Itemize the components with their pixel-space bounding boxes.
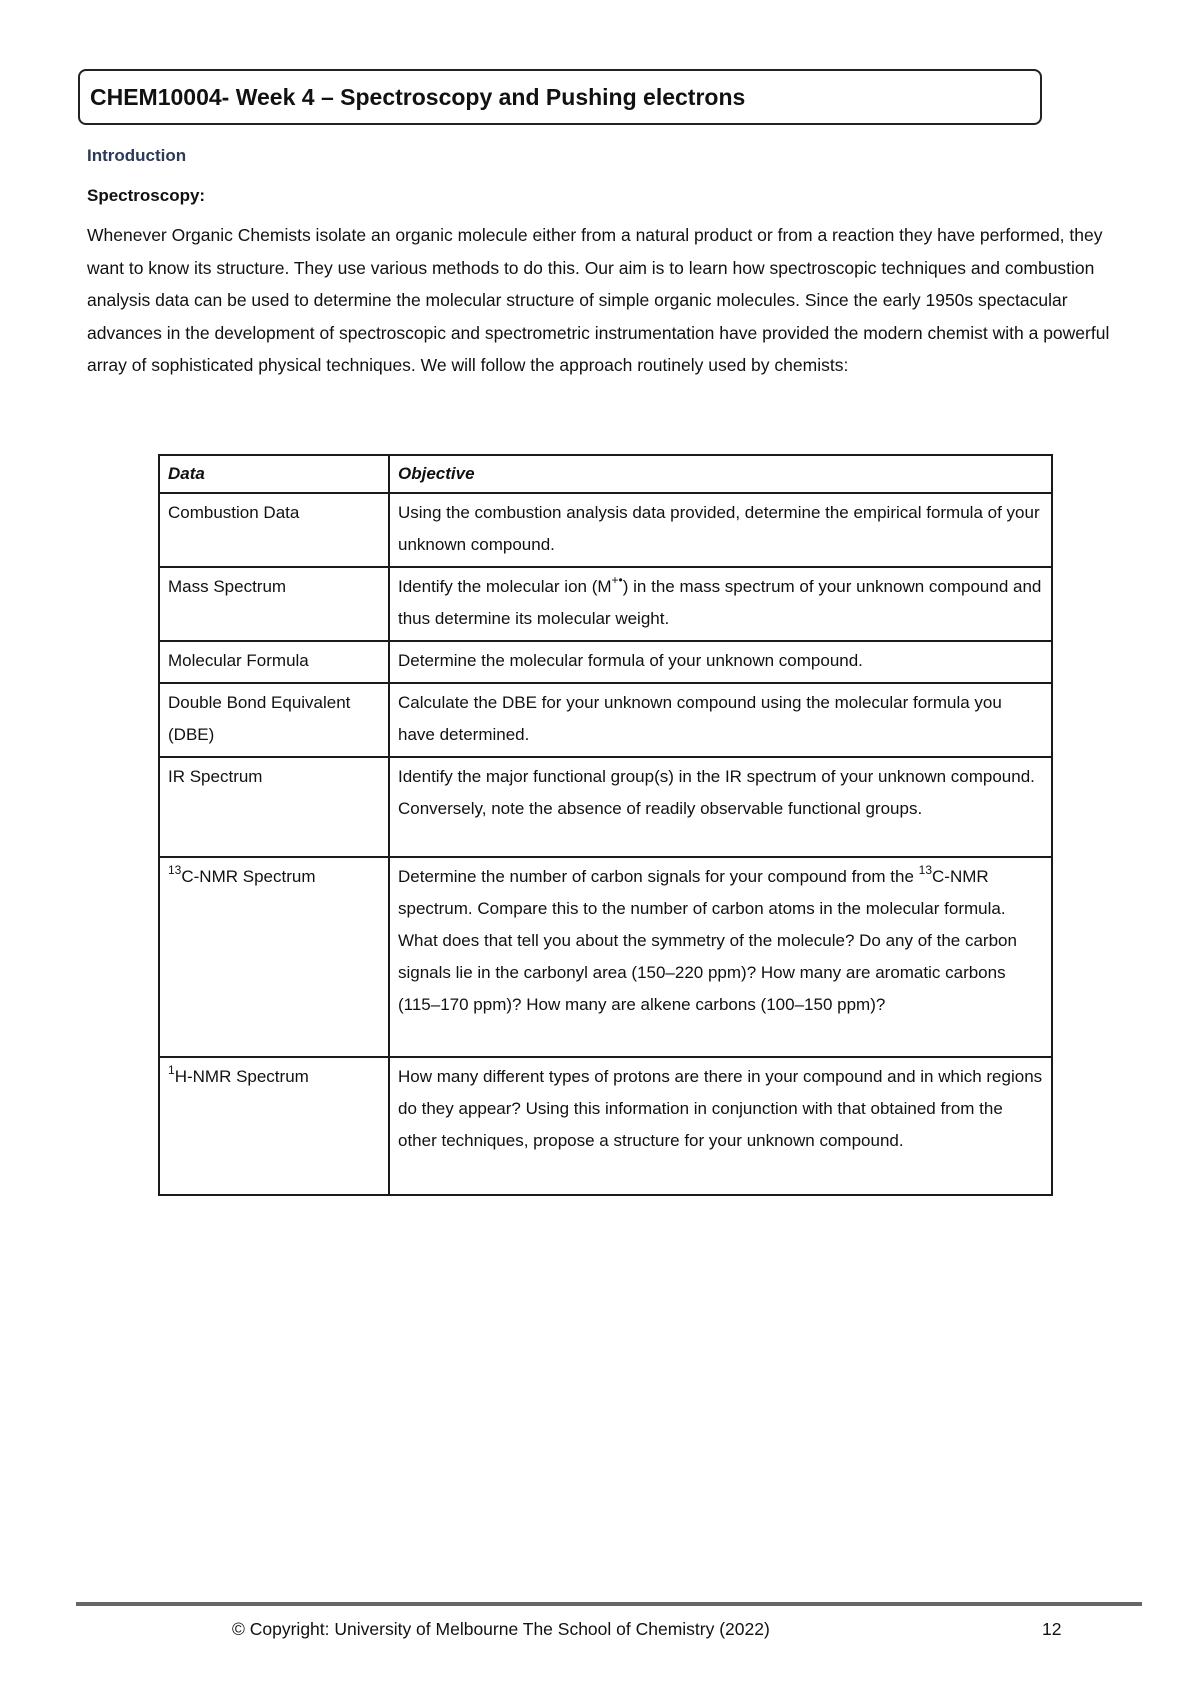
- objective-text-post: ) in the mass spectrum of your unknown compound and thus determine its molecular weight.: [398, 577, 1042, 628]
- isotope-superscript: 13: [918, 863, 933, 877]
- isotope-superscript: 1: [168, 1063, 175, 1077]
- objective-text-pre: Identify the molecular ion (M: [398, 577, 612, 596]
- objective-text-post: C-NMR spectrum. Compare this to the number of carbon atoms in the molecular formula. What does that tell you about the symmetry of the molecule? Do any of the carbon signals lie in the carbonyl area (150–220 ppm)? How many are aromatic carbons (115–170 ppm)? How many are alkene carbons (100–150 ppm)?: [398, 867, 1017, 1014]
- footer-divider: [76, 1602, 1142, 1606]
- row-data-label: Double Bond Equivalent (DBE): [159, 683, 389, 757]
- objective-text-pre: Determine the number of carbon signals for your compound from the: [398, 867, 919, 886]
- table-row: [159, 641, 1052, 683]
- page-number: 12: [1042, 1619, 1062, 1639]
- column-header-data: Data: [159, 455, 389, 493]
- row-objective: [389, 567, 1052, 641]
- table-row: [159, 757, 1052, 857]
- row-data-label: Combustion Data: [159, 493, 389, 567]
- table-row: [159, 567, 1052, 641]
- isotope-superscript: 13: [168, 863, 182, 877]
- table-row: [159, 493, 1052, 567]
- row-objective: Identify the major functional group(s) in the IR spectrum of your unknown compound. Conversely, note the absence of readily observable functional groups.: [389, 757, 1052, 857]
- row-data-label: [159, 857, 389, 1057]
- row-data-label: Mass Spectrum: [159, 567, 389, 641]
- row-data-label: IR Spectrum: [159, 757, 389, 857]
- row-objective: Calculate the DBE for your unknown compound using the molecular formula you have determined.: [389, 683, 1052, 757]
- row-objective: Using the combustion analysis data provided, determine the empirical formula of your unknown compound.: [389, 493, 1052, 567]
- page-title: CHEM10004- Week 4 – Spectroscopy and Pushing electrons: [90, 83, 746, 110]
- table-header-row: [159, 455, 1052, 493]
- spectroscopy-table: [158, 454, 1053, 1196]
- table-row: [159, 683, 1052, 757]
- row-data-label: [159, 1057, 389, 1195]
- section-subheading: Spectroscopy:: [87, 186, 206, 205]
- row-data-text: H-NMR Spectrum: [174, 1067, 309, 1086]
- row-objective: [389, 857, 1052, 1057]
- row-data-text: C-NMR Spectrum: [181, 867, 316, 886]
- row-objective: Determine the molecular formula of your unknown compound.: [389, 641, 1052, 683]
- section-heading: Introduction: [87, 146, 187, 165]
- row-data-label: Molecular Formula: [159, 641, 389, 683]
- radical-cation-superscript: +•: [611, 573, 623, 587]
- intro-paragraph: Whenever Organic Chemists isolate an organic molecule either from a natural product or from a reaction they have performed, they want to know its structure. They use various methods to do this. Our aim is to learn how spectroscopic techniques and combustion analysis data can be used to determine the molecular structure of simple organic molecules. Since the early 1950s spectacular advances in the development of spectroscopic and spectrometric instrumentation have provided the modern chemist with a powerful array of sophisticated physical techniques. We will follow the approach routinely used by chemists:: [87, 225, 1110, 375]
- column-header-objective: Objective: [389, 455, 1052, 493]
- title-box: [78, 69, 1042, 125]
- table-row: [159, 857, 1052, 1057]
- row-objective: How many different types of protons are there in your compound and in which regions do they appear? Using this information in conjunction with that obtained from the other techniques, propose a structure for your unknown compound.: [389, 1057, 1052, 1195]
- table-row: [159, 1057, 1052, 1195]
- footer-copyright: © Copyright: University of Melbourne The School of Chemistry (2022): [232, 1619, 770, 1639]
